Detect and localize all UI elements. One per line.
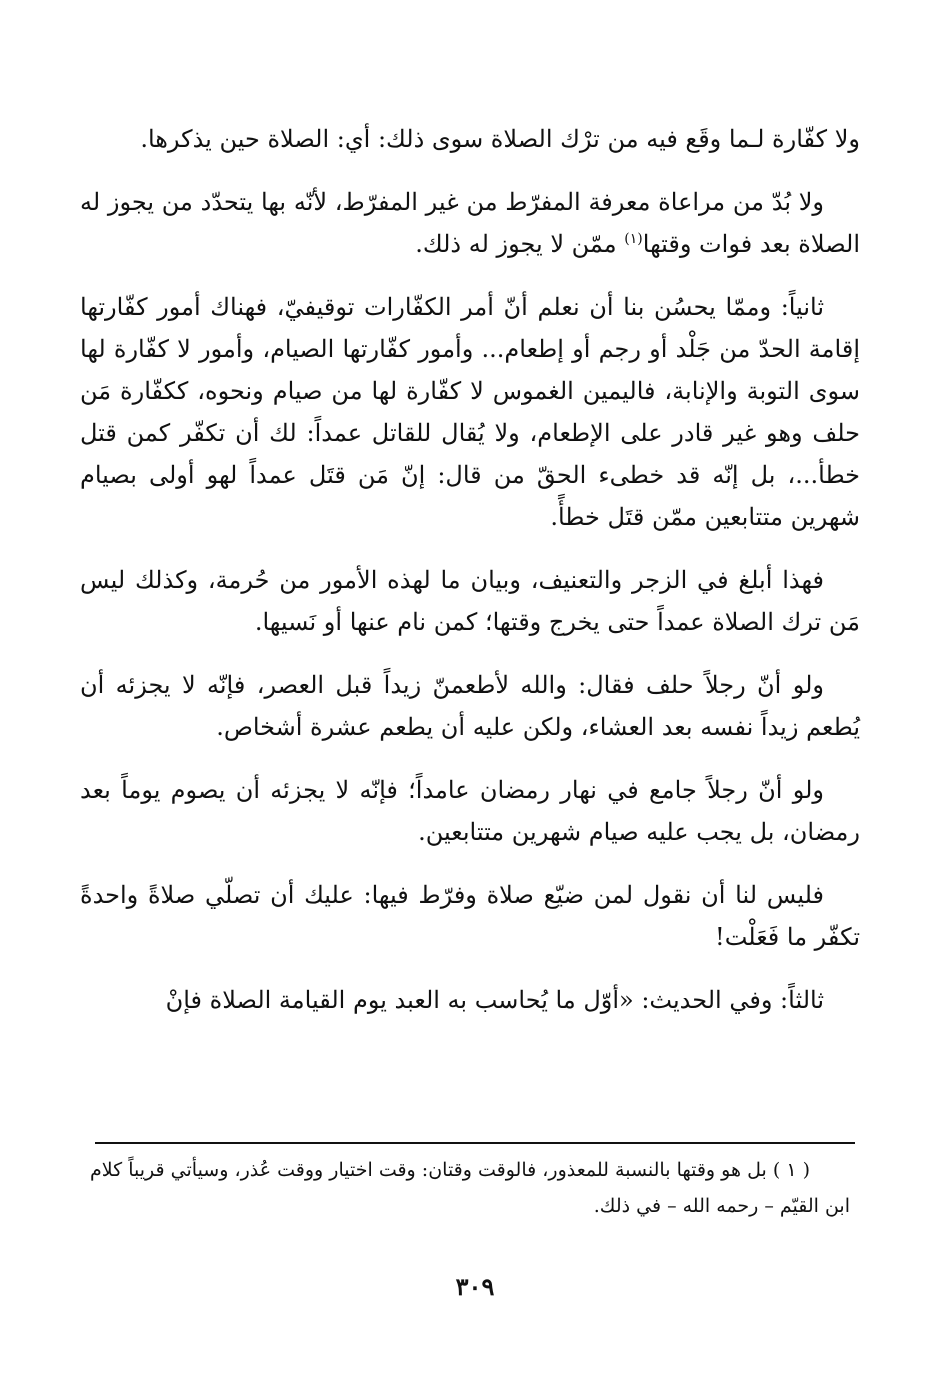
body-text — [80, 118, 860, 1042]
paragraph-3: ثانياً: وممّا يحسُن بنا أن نعلم أنّ أمر الكفّارات توقيفيّ، فهناك أمور كفّارتها إقامة الحدّ من جَلْد أو رجم أو إطعام... وأمور كفّارتها الصيام، وأمور لا كفّارة لها سوى التوبة والإنابة، فاليمين الغموس لا كفّارة لها من صيام ونحوه، ككفّارة مَن حلف وهو غير قادر على الإطعام، ولا يُقال للقاتل عمداً: لك أن تكفّر كمن قتل خطأ...، بل إنّه قد خطىء الحقّ من قال: إنّ مَن قتَل عمداً لهو أولى بصيام شهرين متتابعين ممّن قتَل خطأً. — [80, 293, 860, 531]
paragraph-6: ولو أنّ رجلاً جامع في نهار رمضان عامداً؛ فإنّه لا يجزئه أن يصوم يوماً بعد رمضان، بل يجب عليه صيام شهرين متتابعين. — [80, 776, 860, 846]
paragraph-7: فليس لنا أن نقول لمن ضيّع صلاة وفرّط فيها: عليك أن تصلّي صلاةً واحدةً تكفّر ما فَعَلْت! — [80, 881, 860, 951]
paragraph-1: ولا كفّارة لـما وقَع فيه من ترْك الصلاة سوى ذلك: أي: الصلاة حين يذكرها. — [140, 125, 860, 153]
paragraph-8: ثالثاً: وفي الحديث: «أوّل ما يُحاسب به العبد يوم القيامة الصلاة فإنْ — [165, 986, 824, 1014]
footnote-reference[interactable]: (١) — [624, 231, 643, 247]
page-number: ٣٠٩ — [455, 1272, 495, 1301]
paragraph-2 — [80, 181, 860, 265]
paragraph-2-text: ولا بُدّ من مراعاة معرفة المفرّط من غير المفرّط، لأنّه بها يتحدّد من يجوز له الصلاة بعد فوات وقتها — [80, 188, 860, 258]
paragraph-2-tail: ممّن لا يجوز له ذلك. — [415, 230, 625, 258]
paragraph-4: فهذا أبلغ في الزجر والتعنيف، وبيان ما لهذه الأمور من حُرمة، وكذلك ليس مَن ترك الصلاة عمداً حتى يخرج وقتها؛ كمن نام عنها أو نَسيها. — [80, 566, 860, 636]
paragraph-5: ولو أنّ رجلاً حلف فقال: والله لأطعمنّ زيداً قبل العصر، فإنّه لا يجزئه أن يُطعم زيداً نفسه بعد العشاء، ولكن عليه أن يطعم عشرة أشخاص. — [80, 671, 860, 741]
footnote-separator — [95, 1142, 855, 1144]
footnote: ( ١ ) بل هو وقتها بالنسبة للمعذور، فالوقت وقتان: وقت اختيار ووقت عُذر، وسيأتي قريباً كلام ابن القيّم – رحمه الله – في ذلك. — [90, 1159, 850, 1217]
